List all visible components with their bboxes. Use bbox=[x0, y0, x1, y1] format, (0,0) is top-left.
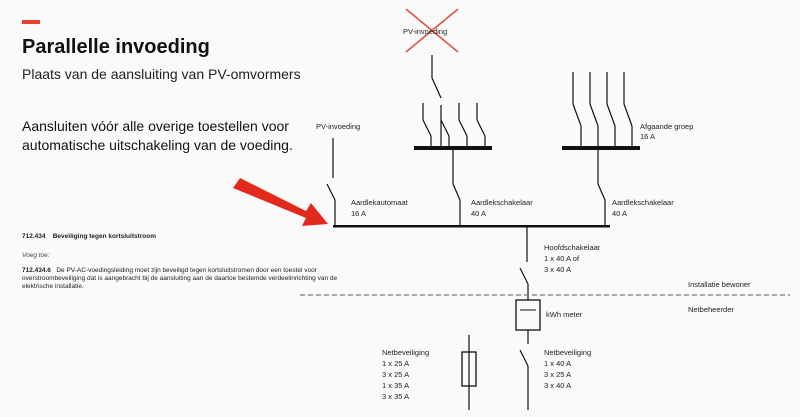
label-breaker-1-name: Aardlekautomaat bbox=[351, 198, 408, 207]
label-pv-left: PV-invoeding bbox=[316, 122, 361, 131]
doc-clause-text: De PV-AC-voedingsleiding moet zijn beveiligd tegen kortsluitstromen door een toestel voor overstroombeveiliging dat is aangebracht bij de aansluiting aan de daartoe bestemde verdeelinrichting van de elektrische installatie. bbox=[22, 267, 338, 290]
label-fuse-left-2: 3 x 25 A bbox=[382, 370, 410, 379]
slide-subtitle: Plaats van de aansluiting van PV-omvormers bbox=[22, 66, 301, 82]
pv-top-switch bbox=[432, 78, 441, 98]
label-main-switch-opt2: 3 x 40 A bbox=[544, 265, 572, 274]
doc-subheading: Voeg toe: bbox=[22, 252, 50, 259]
branch-mid-switch bbox=[453, 184, 460, 200]
label-breaker-2-name: Aardlekschakelaar bbox=[471, 198, 533, 207]
pv-left-switch bbox=[327, 184, 335, 200]
label-pv-crossed: PV-invoeding bbox=[403, 27, 448, 36]
doc-heading-text: Beveiliging tegen kortsluitstroom bbox=[52, 233, 157, 240]
main-switch-blade bbox=[520, 268, 528, 284]
busbar-right bbox=[562, 146, 640, 150]
label-main-switch-opt1: 1 x 40 A of bbox=[544, 254, 580, 263]
label-breaker-3-rating: 40 A bbox=[612, 209, 628, 218]
label-fuse-right-2: 3 x 25 A bbox=[544, 370, 572, 379]
label-breaker-1-rating: 16 A bbox=[351, 209, 367, 218]
label-fuse-left-1: 1 x 25 A bbox=[382, 359, 410, 368]
label-breaker-3-name: Aardlekschakelaar bbox=[612, 198, 674, 207]
branch-right-switch bbox=[598, 184, 605, 200]
label-outgoing-group-1: Afgaande groep bbox=[640, 122, 694, 131]
red-arrow bbox=[233, 178, 328, 226]
doc-clause-number: 712.434.6 bbox=[22, 267, 51, 274]
label-fuse-right-3: 3 x 40 A bbox=[544, 381, 572, 390]
label-fuse-right-1: 1 x 40 A bbox=[544, 359, 572, 368]
label-zone-owner: Installatie bewoner bbox=[688, 280, 751, 289]
busbar-group-right bbox=[573, 72, 632, 146]
label-fuse-left-4: 3 x 35 A bbox=[382, 392, 410, 401]
busbar-group-center bbox=[423, 103, 485, 146]
label-zone-operator: Netbeheerder bbox=[688, 305, 734, 314]
slide-title: Parallelle invoeding bbox=[22, 36, 210, 58]
kwh-meter-box bbox=[516, 300, 540, 330]
label-fuse-left-title: Netbeveiliging bbox=[382, 348, 430, 357]
label-breaker-2-rating: 40 A bbox=[471, 209, 487, 218]
net-switch-blade bbox=[520, 350, 528, 366]
busbar-center bbox=[414, 146, 492, 150]
doc-heading-number: 712.434 bbox=[22, 233, 46, 240]
label-fuse-right-title: Netbeveiliging bbox=[544, 348, 592, 357]
label-outgoing-group-2: 16 A bbox=[640, 132, 656, 141]
bullet-text: Aansluiten vóór alle overige toestellen voor automatische uitschakeling van de voeding. bbox=[22, 118, 293, 153]
label-main-switch-name: Hoofdschakelaar bbox=[544, 243, 601, 252]
label-fuse-left-3: 1 x 35 A bbox=[382, 381, 410, 390]
distribution-rail bbox=[333, 225, 610, 228]
label-kwh-meter: kWh meter bbox=[546, 310, 583, 319]
